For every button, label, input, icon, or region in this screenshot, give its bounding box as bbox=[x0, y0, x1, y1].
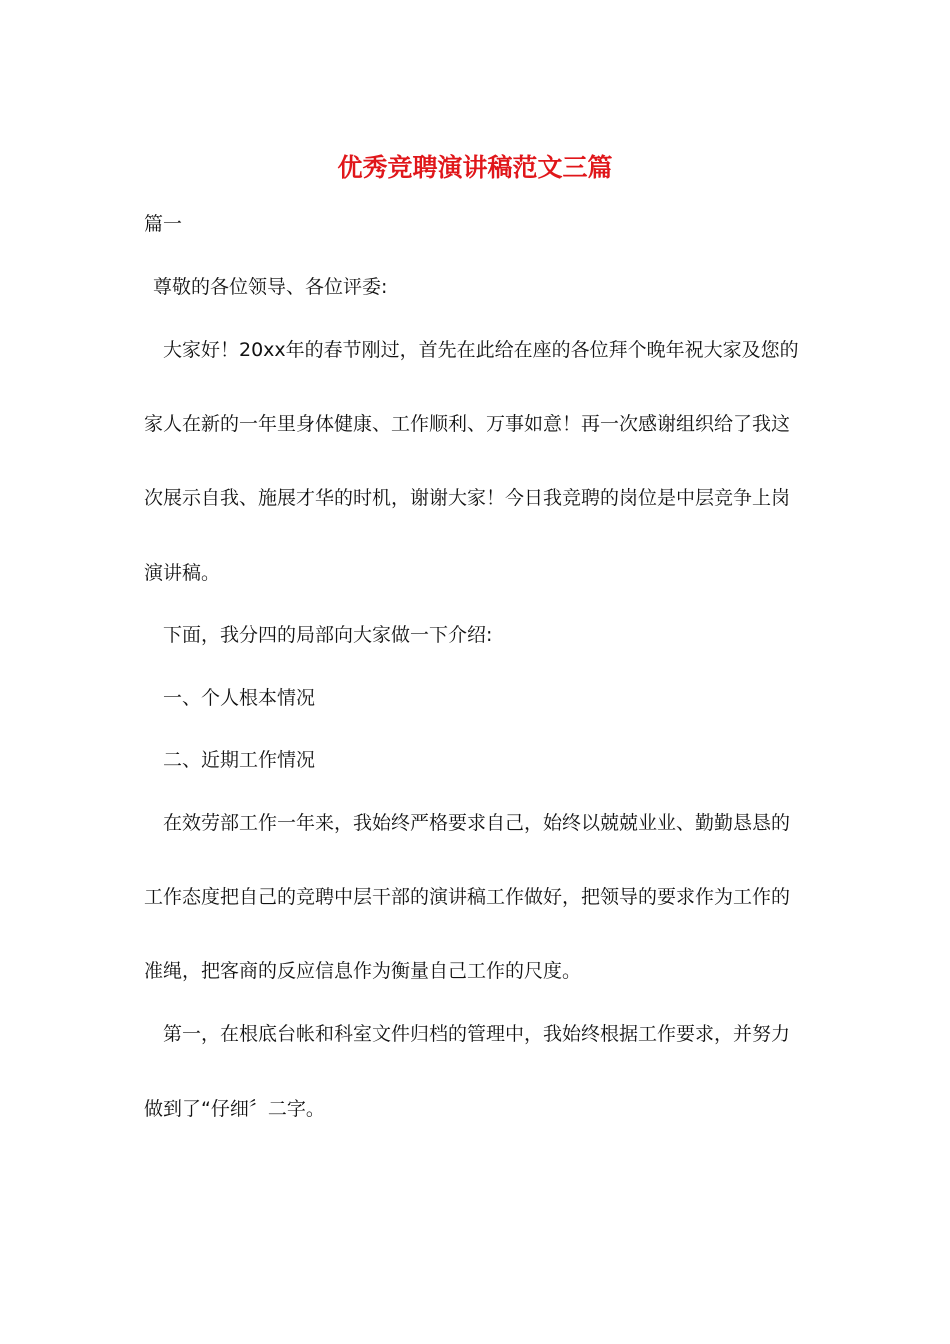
salutation: 尊敬的各位领导、各位评委: bbox=[153, 276, 388, 298]
list-item: 二、近期工作情况 bbox=[163, 749, 316, 771]
paragraph-line: 家人在新的一年里身体健康、工作顺利、万事如意！再一次感谢组织给了我这 bbox=[144, 413, 791, 435]
section-heading: 篇一 bbox=[144, 213, 183, 235]
paragraph-line: 工作态度把自己的竞聘中层干部的演讲稿工作做好，把领导的要求作为工作的 bbox=[144, 886, 791, 908]
paragraph-line: 次展示自我、施展才华的时机，谢谢大家！今日我竞聘的岗位是中层竞争上岗 bbox=[144, 487, 791, 509]
paragraph-line: 下面，我分四的局部向大家做一下介绍: bbox=[163, 624, 493, 646]
paragraph-line: 在效劳部工作一年来，我始终严格要求自己，始终以兢兢业业、勤勤恳恳的 bbox=[163, 812, 791, 834]
list-item: 一、个人根本情况 bbox=[163, 687, 316, 709]
paragraph-line: 大家好！20xx年的春节刚过，首先在此给在座的各位拜个晚年祝大家及您的 bbox=[163, 339, 799, 361]
document-title: 优秀竞聘演讲稿范文三篇 bbox=[337, 153, 613, 182]
paragraph-line: 第一，在根底台帐和科室文件归档的管理中，我始终根据工作要求，并努力 bbox=[163, 1023, 791, 1045]
paragraph-line: 做到了“仔细〞二字。 bbox=[144, 1098, 325, 1120]
paragraph-line: 演讲稿。 bbox=[144, 562, 221, 584]
paragraph-line: 准绳，把客商的反应信息作为衡量自己工作的尺度。 bbox=[144, 960, 582, 982]
